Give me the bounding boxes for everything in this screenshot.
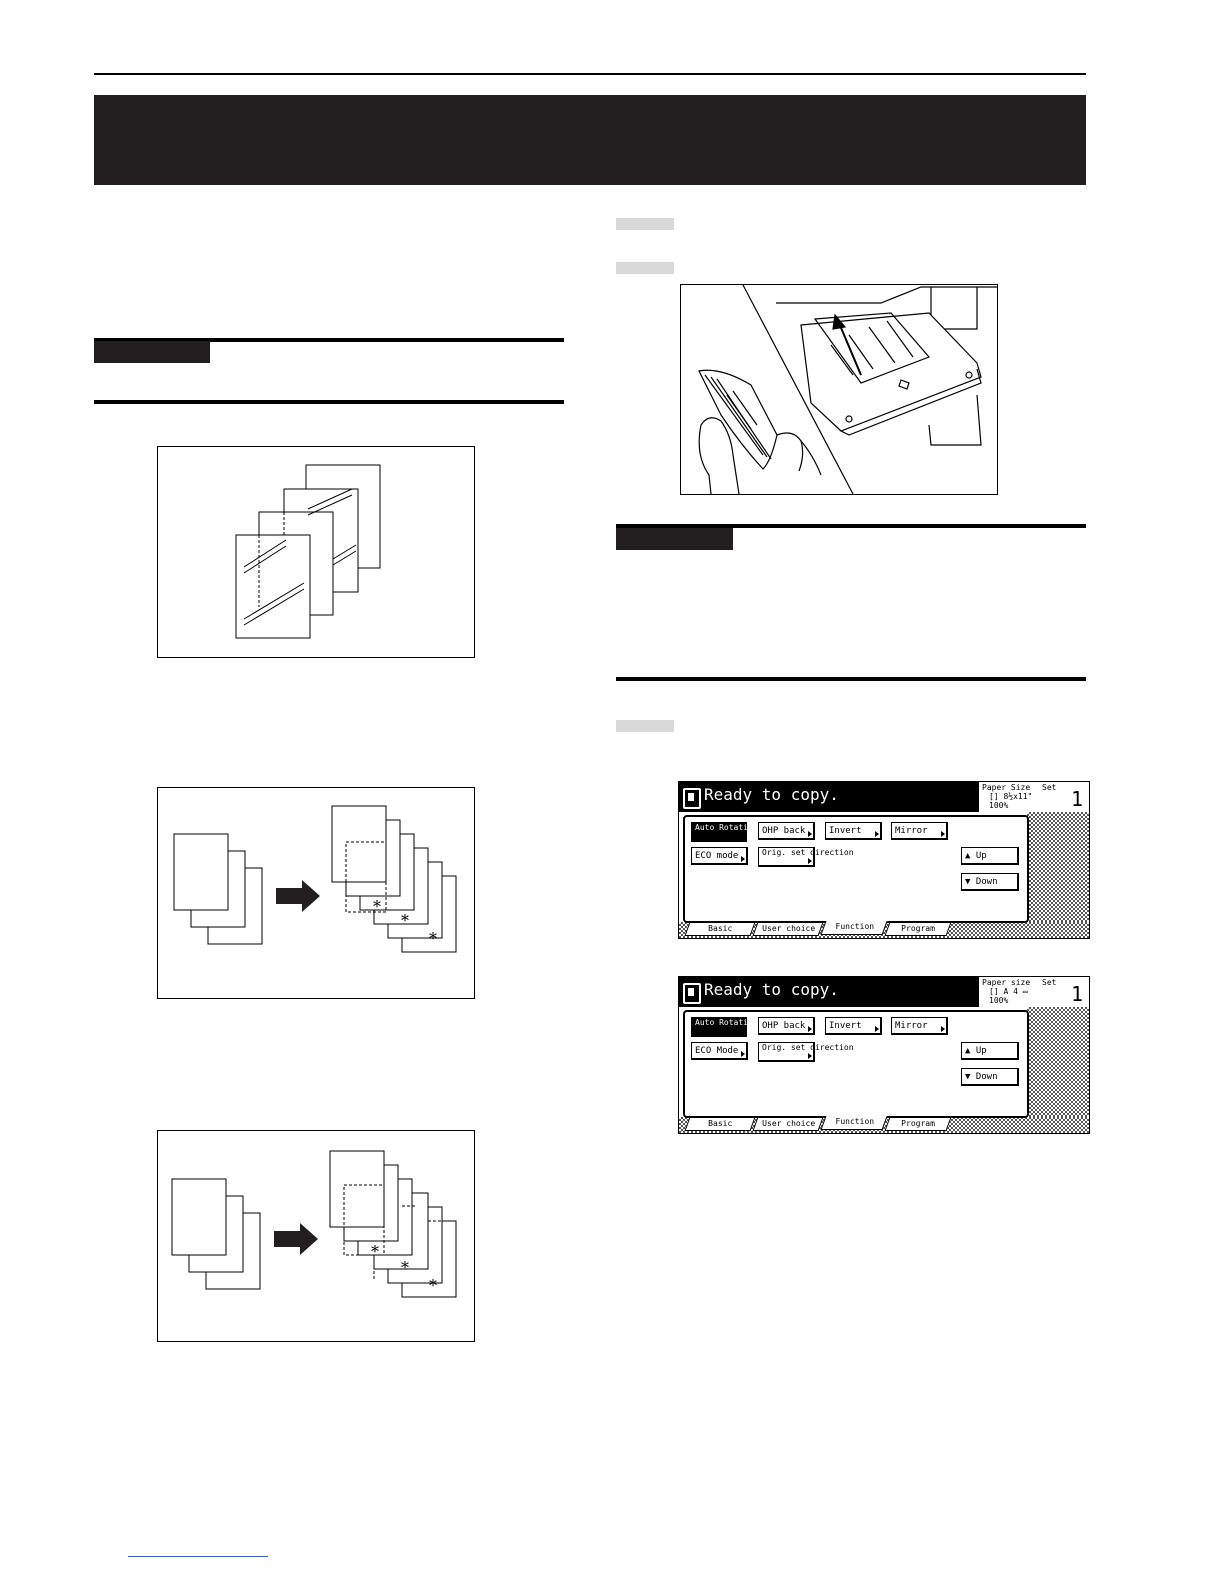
auto-rotation-label: Auto Rotation [695, 1018, 758, 1027]
paper-info [979, 977, 1089, 1007]
invert-label: Invert [829, 826, 862, 836]
tab-program-label: Program [901, 924, 936, 933]
chevron-right-icon [741, 856, 745, 862]
figure-inserts-a [157, 787, 475, 999]
svg-text:*: * [373, 897, 381, 916]
status-message: Ready to copy. [704, 785, 839, 804]
eco-mode-label: ECO mode [695, 851, 739, 861]
auto-rotation-label: Auto Rotation [695, 823, 758, 832]
step-tab-3 [616, 720, 674, 732]
tab-function-label: Function [835, 1117, 874, 1126]
tab-program-label: Program [901, 1119, 936, 1128]
chevron-right-icon [808, 831, 812, 837]
note-bottom-rule-left [94, 400, 564, 404]
note-label-tab-left [94, 341, 210, 363]
mirror-label: Mirror [895, 1021, 928, 1031]
chevron-right-icon [808, 858, 812, 864]
chevron-right-icon [941, 831, 945, 837]
lcd-title-bar [679, 782, 1089, 812]
paper-size-label: Paper Size [982, 783, 1031, 792]
tab-function[interactable] [820, 921, 887, 935]
tab-function-label: Function [835, 922, 874, 931]
orig-set-direction-button[interactable] [758, 1042, 854, 1062]
down-label: ▼ Down [965, 1072, 998, 1082]
up-button[interactable] [961, 847, 1019, 865]
eco-mode-button[interactable] [691, 1042, 748, 1060]
tab-user-choice[interactable] [752, 922, 823, 936]
note-bottom-rule-right [616, 677, 1086, 681]
down-button[interactable] [961, 1068, 1019, 1086]
lcd-tab-bar [679, 922, 959, 936]
set-label: Set [1042, 783, 1057, 792]
tab-function[interactable] [820, 1116, 887, 1130]
lcd-background-pattern [1027, 812, 1089, 938]
copy-count: 1 [1071, 787, 1084, 811]
set-label: Set [1042, 978, 1057, 987]
ohp-back-button[interactable] [758, 1017, 815, 1035]
lcd-screen-inch [678, 781, 1090, 939]
function-panel [683, 1010, 1029, 1118]
eco-mode-label: ECO Mode [695, 1046, 739, 1056]
mirror-label: Mirror [895, 826, 928, 836]
tab-basic[interactable] [684, 922, 755, 936]
eco-mode-button[interactable] [691, 847, 748, 865]
auto-rotation-button[interactable] [691, 822, 758, 842]
copy-count: 1 [1071, 982, 1084, 1006]
orig-set-direction-label: Orig. set direction [762, 848, 854, 857]
chevron-right-icon [875, 831, 879, 837]
footer-link-underline[interactable] [128, 1556, 268, 1557]
invert-label: Invert [829, 1021, 862, 1031]
chevron-right-icon [741, 1051, 745, 1057]
step-tab-2 [616, 262, 674, 274]
svg-text:*: * [401, 911, 409, 930]
paper-size-value: [] 8½x11" [989, 792, 1033, 801]
up-label: ▲ Up [965, 851, 987, 861]
svg-text:*: * [371, 1242, 379, 1261]
step-tab-1 [616, 218, 674, 230]
down-label: ▼ Down [965, 877, 998, 887]
figure-ohp-stack [157, 446, 475, 658]
tab-basic[interactable] [684, 1117, 755, 1131]
down-button[interactable] [961, 873, 1019, 891]
lcd-screen-metric [678, 976, 1090, 1134]
tab-basic-label: Basic [708, 924, 733, 933]
svg-text:*: * [401, 1258, 409, 1277]
note-label-tab-right [616, 528, 733, 550]
lcd-tab-bar [679, 1117, 959, 1131]
tab-user-choice-label: User choice [761, 1119, 815, 1128]
invert-button[interactable] [825, 822, 882, 840]
section-banner [94, 95, 1086, 185]
figure-inserts-b [157, 1130, 475, 1342]
orig-set-direction-button[interactable] [758, 847, 854, 867]
lcd-background-pattern [1027, 1007, 1089, 1133]
mirror-button[interactable] [891, 1017, 948, 1035]
lcd-title-bar [679, 977, 1089, 1007]
up-label: ▲ Up [965, 1046, 987, 1056]
function-panel [683, 815, 1029, 923]
tab-program[interactable] [884, 922, 951, 936]
chevron-right-icon [941, 1026, 945, 1032]
up-button[interactable] [961, 1042, 1019, 1060]
zoom-value: 100% [989, 801, 1009, 810]
orig-set-direction-label: Orig. set direction [762, 1043, 854, 1052]
ohp-back-label: OHP back [762, 1021, 806, 1031]
paper-size-label: Paper size [982, 978, 1031, 987]
svg-text:*: * [429, 1276, 437, 1295]
chevron-right-icon [808, 1026, 812, 1032]
tab-user-choice[interactable] [752, 1117, 823, 1131]
figure-bypass-tray-loading [680, 284, 998, 495]
header-rule [94, 73, 1086, 75]
tab-user-choice-label: User choice [761, 924, 815, 933]
chevron-right-icon [875, 1026, 879, 1032]
ohp-back-button[interactable] [758, 822, 815, 840]
auto-rotation-button[interactable] [691, 1017, 758, 1037]
ohp-back-label: OHP back [762, 826, 806, 836]
paper-info [979, 782, 1089, 812]
svg-text:*: * [429, 929, 437, 948]
invert-button[interactable] [825, 1017, 882, 1035]
status-message: Ready to copy. [704, 980, 839, 999]
paper-size-value: [] A 4 ▭ [989, 987, 1028, 996]
tab-program[interactable] [884, 1117, 951, 1131]
tab-basic-label: Basic [708, 1119, 733, 1128]
copy-document-icon [683, 788, 701, 809]
zoom-value: 100% [989, 996, 1009, 1005]
chevron-right-icon [808, 1053, 812, 1059]
copy-document-icon [683, 983, 701, 1004]
mirror-button[interactable] [891, 822, 948, 840]
